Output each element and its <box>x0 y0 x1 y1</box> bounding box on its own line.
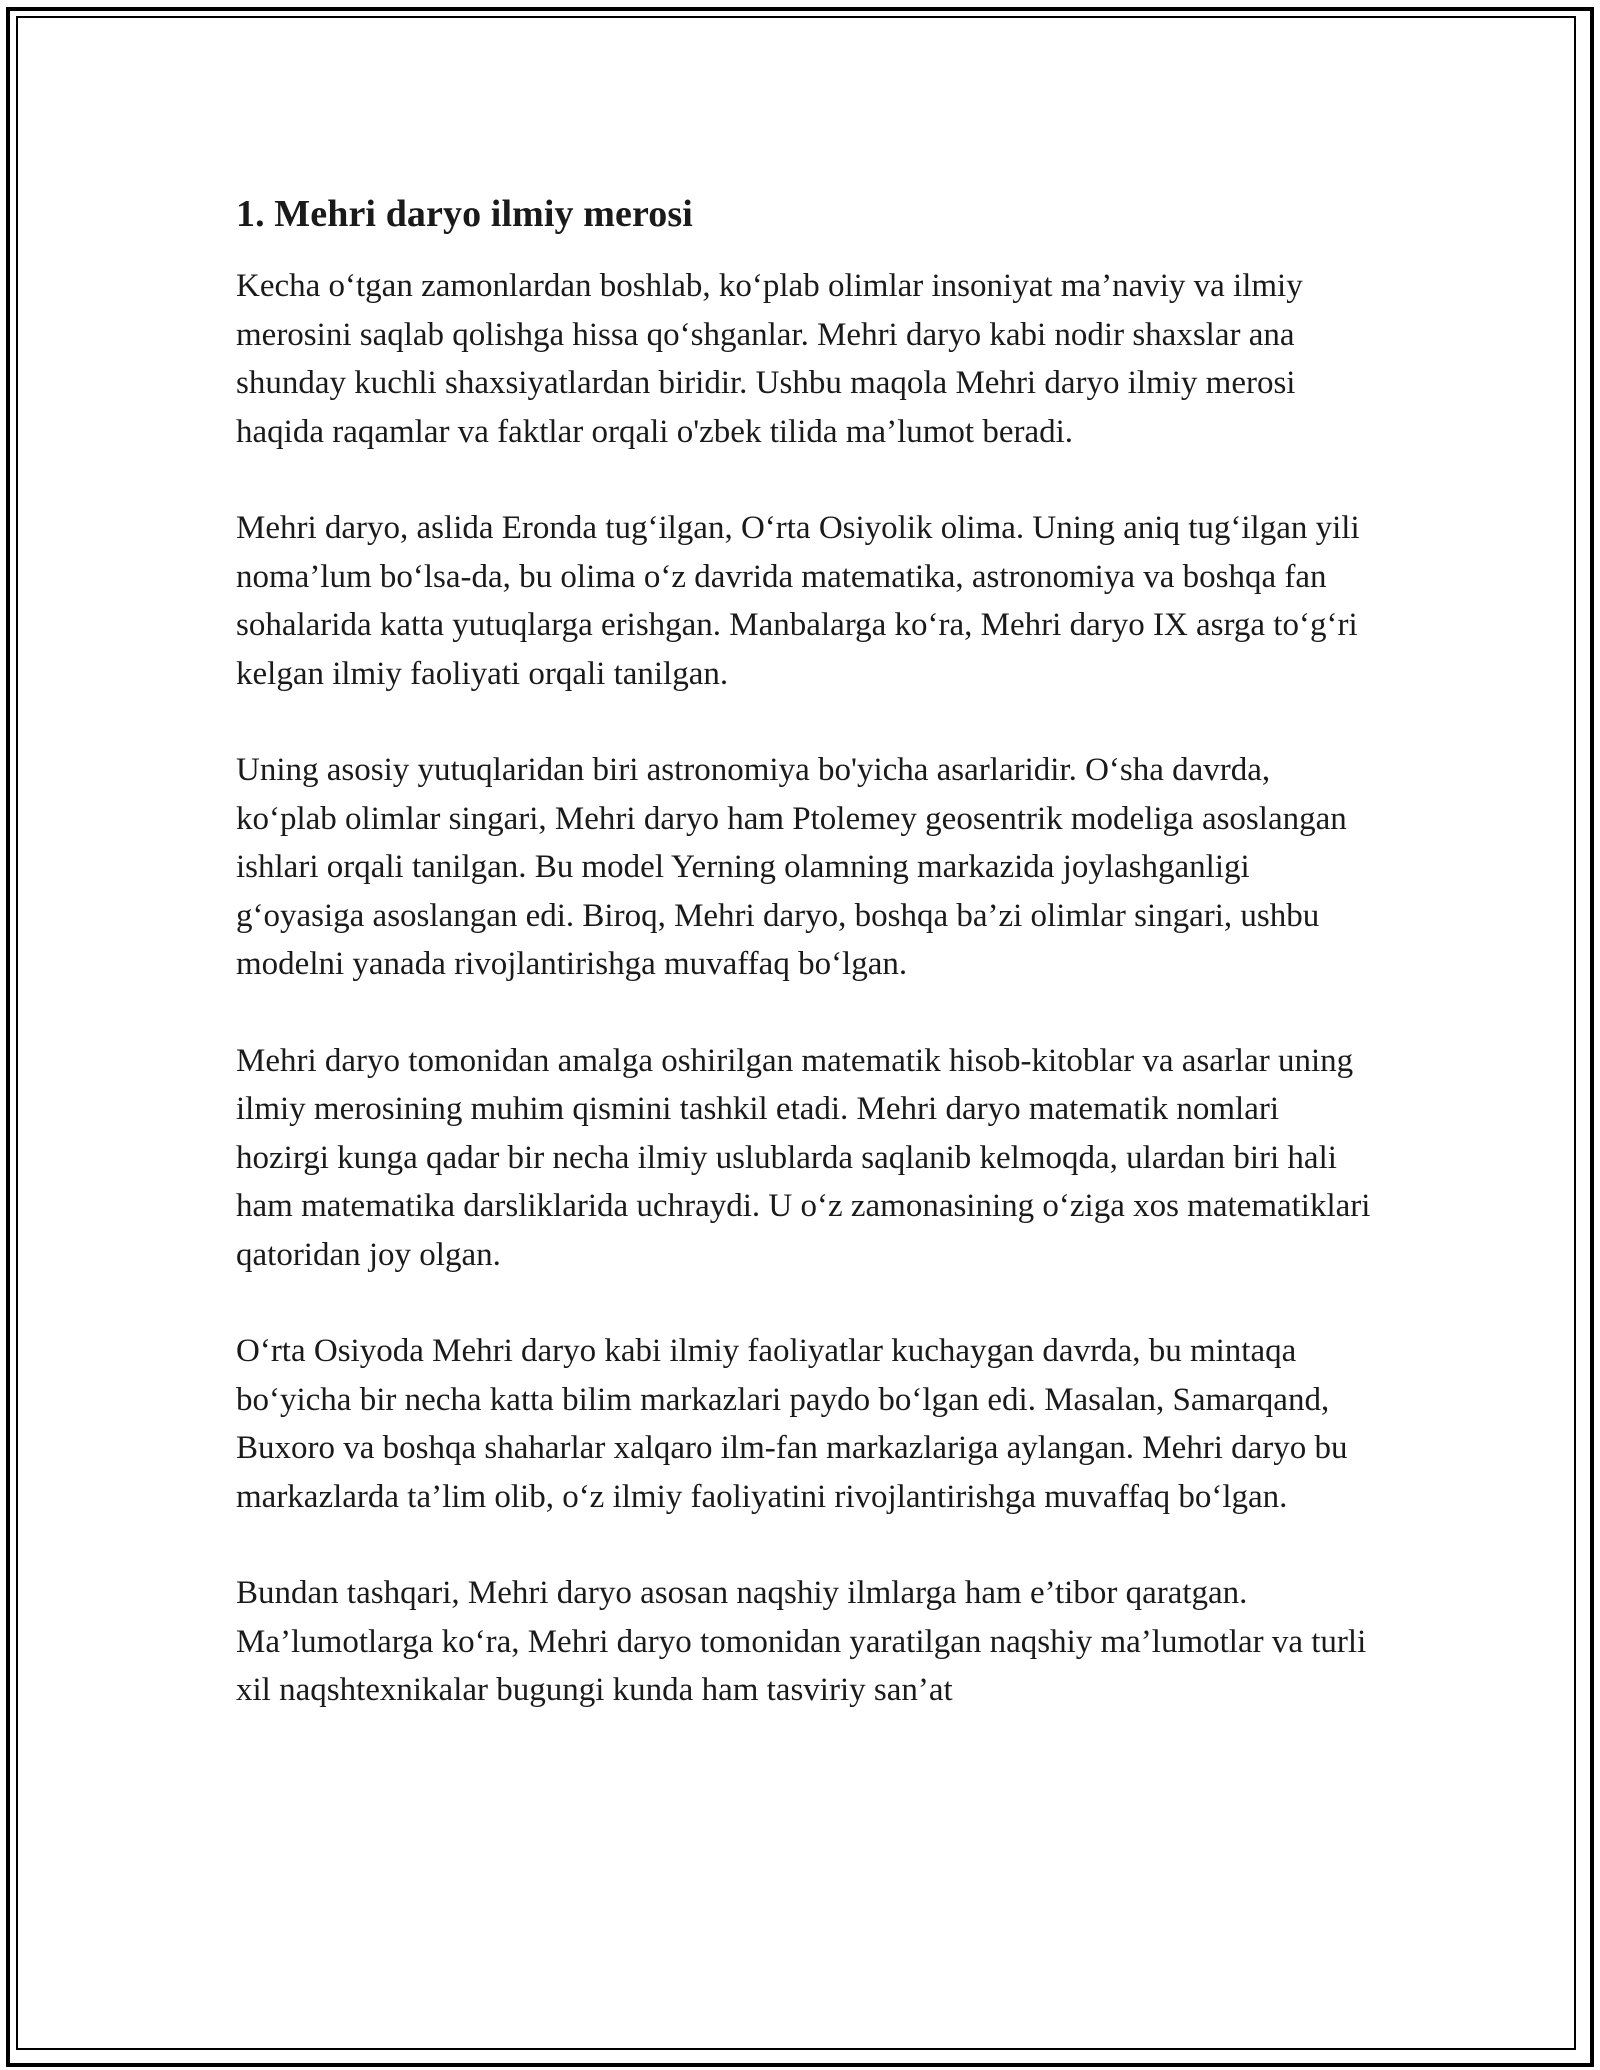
paragraph-6: Bundan tashqari, Mehri daryo asosan naqshiy ilmlarga ham e’tibor qaratgan. Ma’lumotlarga ko‘ra, Mehri daryo tomonidan yaratilgan naqshiy ma’lumotlar va turli xil naqshtexnikalar bugungi kunda ham tasviriy san’at <box>236 1575 1367 1708</box>
paragraph-1: Kecha o‘tgan zamonlardan boshlab, ko‘plab olimlar insoniyat ma’naviy va ilmiy merosini saqlab qolishga hissa qo‘shganlar. Mehri daryo kabi nodir shaxslar ana shunday kuchli shaxsiyatlardan biridir. Ushbu maqola Mehri daryo ilmiy merosi haqida raqamlar va faktlar orqali o'zbek tilida ma’lumot beradi. <box>236 268 1303 450</box>
section-heading: 1. Mehri daryo ilmiy merosi <box>236 193 693 235</box>
paragraph-5: O‘rta Osiyoda Mehri daryo kabi ilmiy faoliyatlar kuchaygan davrda, bu mintaqa bo‘yicha bir necha katta bilim markazlari paydo bo‘lgan edi. Masalan, Samarqand, Buxoro va boshqa shaharlar xalqaro ilm-fan markazlariga aylangan. Mehri daryo bu markazlarda ta’lim olib, o‘z ilmiy faoliyatini rivojlantirishga muvaffaq bo‘lgan. <box>236 1333 1348 1515</box>
document-body <box>236 186 1376 1715</box>
paragraph-3: Uning asosiy yutuqlaridan biri astronomiya bo'yicha asarlaridir. O‘sha davrda, ko‘plab olimlar singari, Mehri daryo ham Ptolemey geosentrik modeliga asoslangan ishlari orqali tanilgan. Bu model Yerning olamning markazida joylashganligi g‘oyasiga asoslangan edi. Biroq, Mehri daryo, boshqa ba’zi olimlar singari, ushbu modelni yanada rivojlantirishga muvaffaq bo‘lgan. <box>236 752 1347 982</box>
paragraph-4: Mehri daryo tomonidan amalga oshirilgan matematik hisob-kitoblar va asarlar uning ilmiy merosining muhim qismini tashkil etadi. Mehri daryo matematik nomlari hozirgi kunga qadar bir necha ilmiy uslublarda saqlanib kelmoqda, ulardan biri hali ham matematika darsliklarida uchraydi. U o‘z zamonasining o‘ziga xos matematiklari qatoridan joy olgan. <box>236 1042 1371 1273</box>
paragraph-2: Mehri daryo, aslida Eronda tug‘ilgan, O‘rta Osiyolik olima. Uning aniq tug‘ilgan yili noma’lum bo‘lsa-da, bu olima o‘z davrida matematika, astronomiya va boshqa fan sohalarida katta yutuqlarga erishgan. Manbalarga ko‘ra, Mehri daryo IX asrga to‘g‘ri kelgan ilmiy faoliyati orqali tanilgan. <box>236 510 1360 692</box>
